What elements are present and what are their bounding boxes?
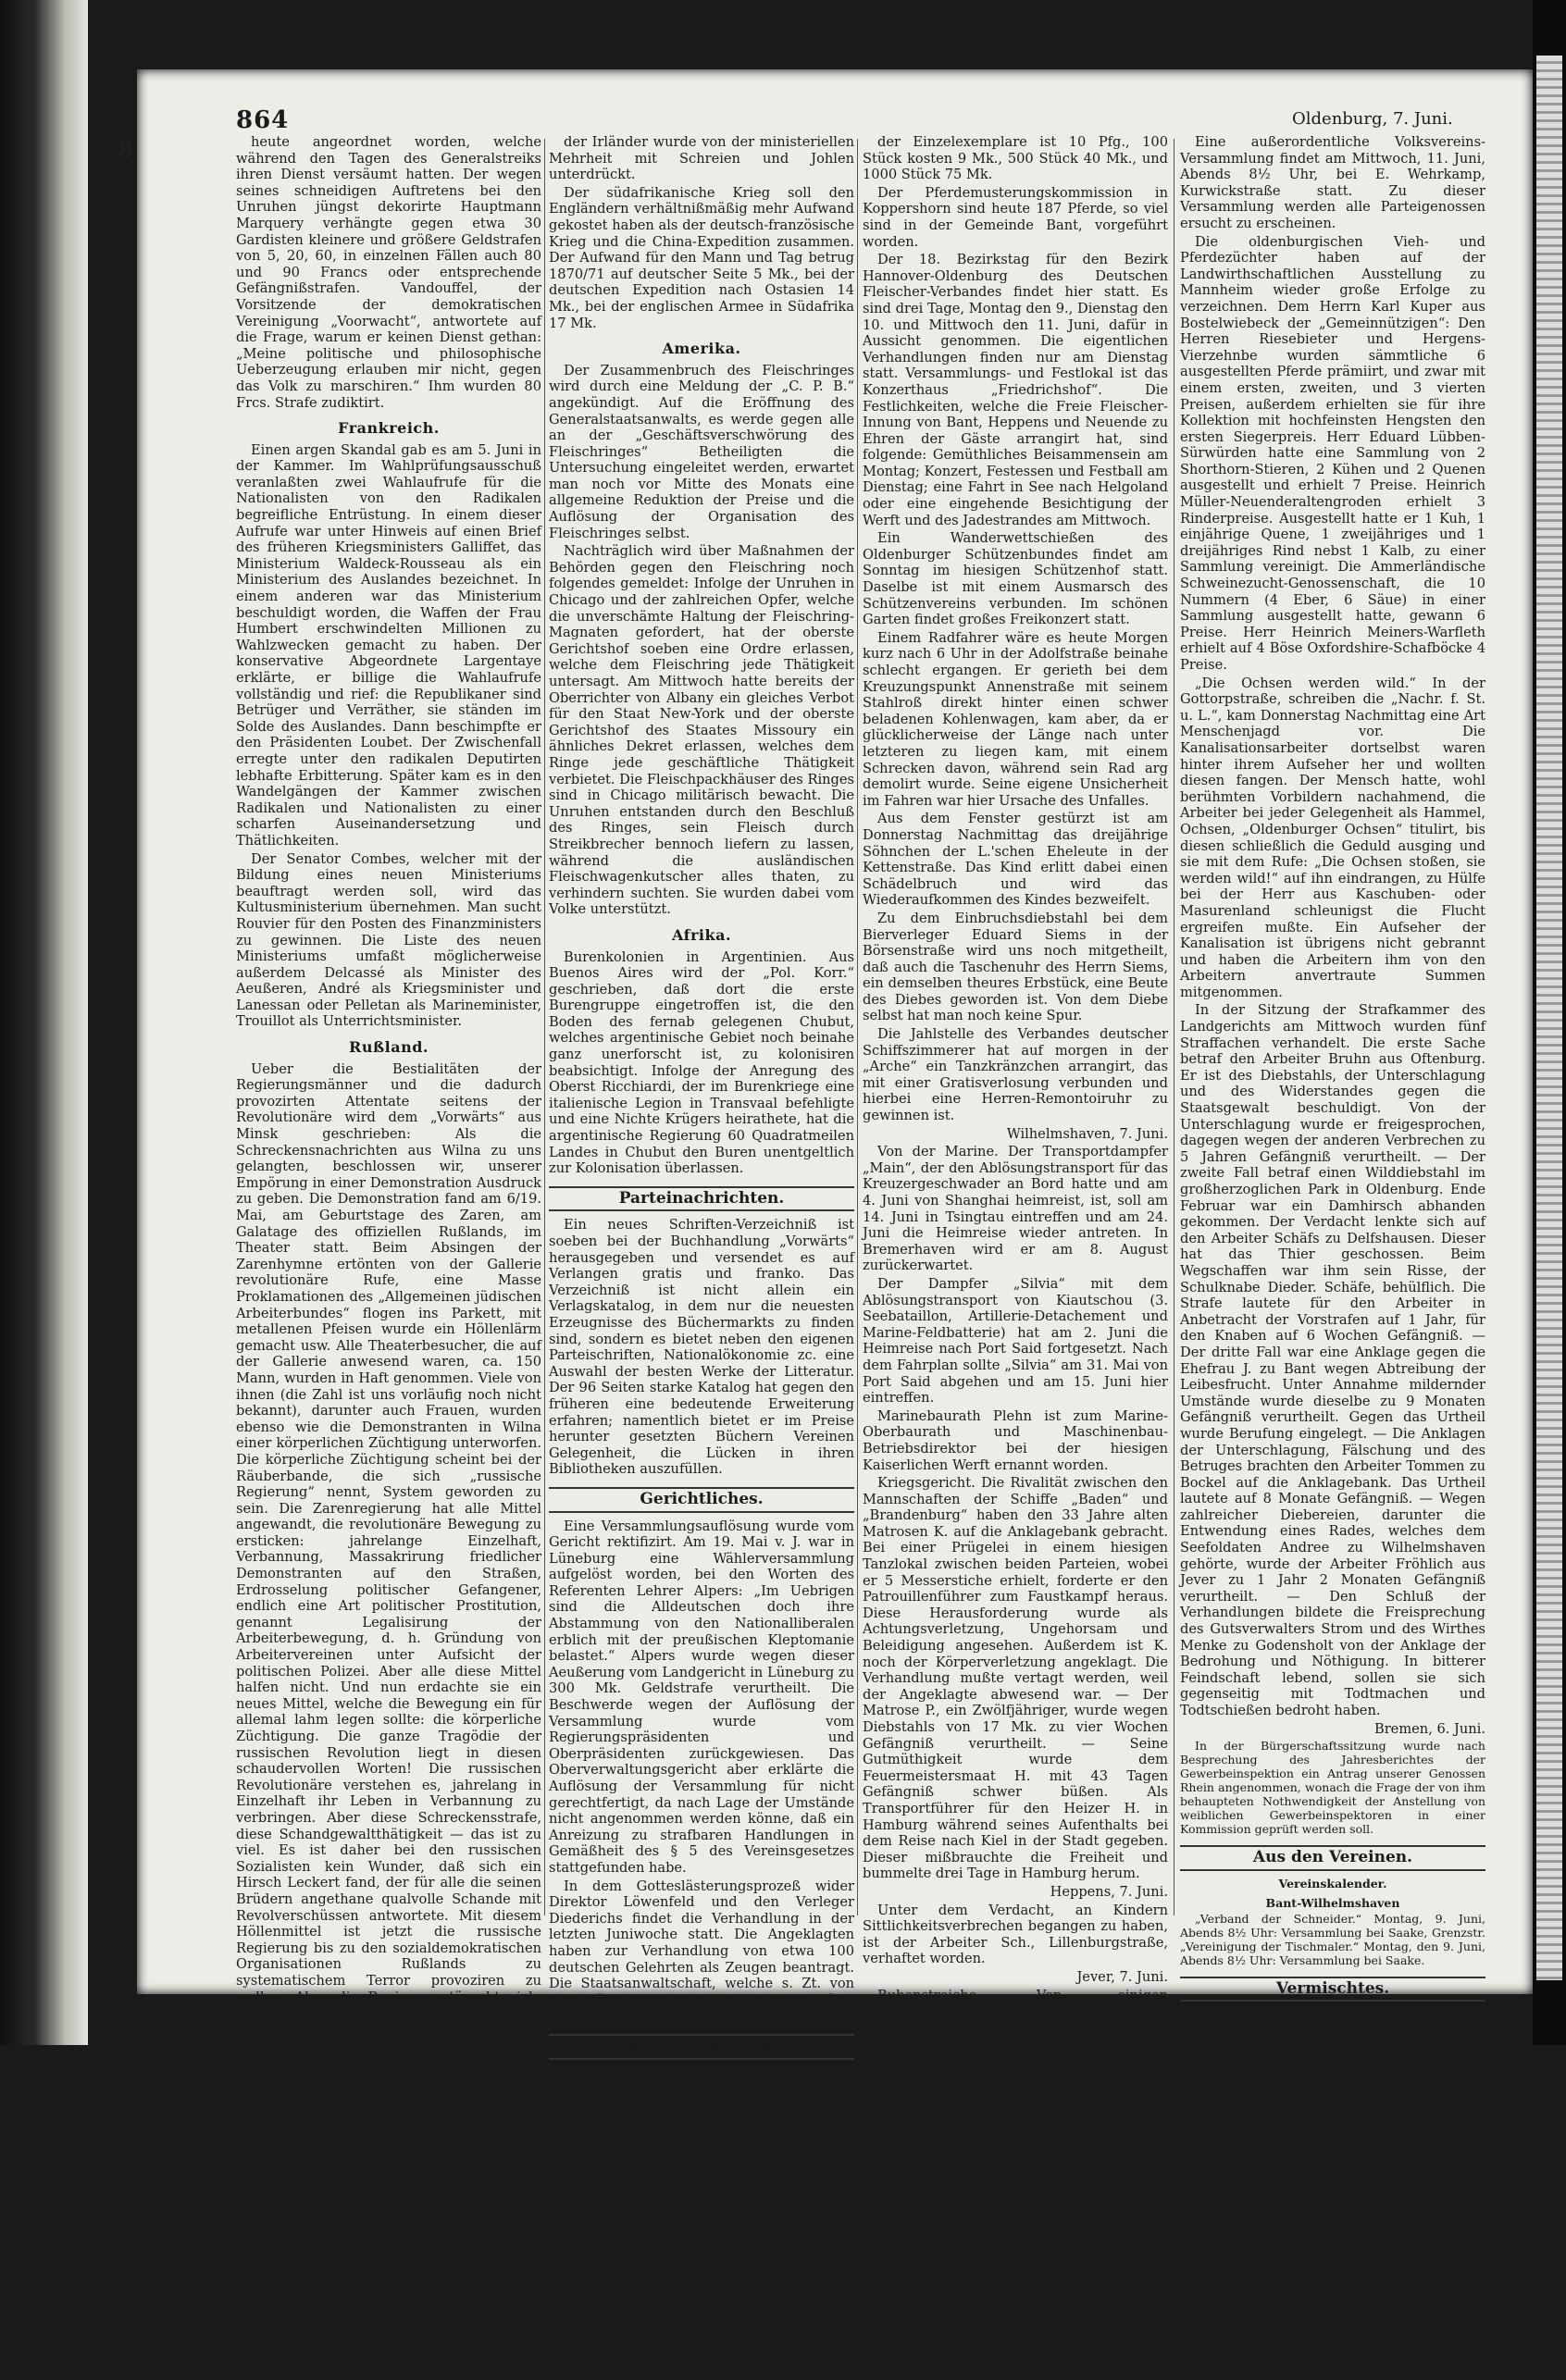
article-paragraph: Einen argen Skandal gab es am 5. Juni in der Kammer. Im Wahlprüfungsausschuß veranlaßten zwei Wahlaufrufe für die Nationalisten von den Radikalen begreifliche Entrüstung. In einem dieser Aufrufe war unter Hinweis auf einen Brief des früheren Kriegsministers Galliffet, das Ministerium Waldeck-Rousseau als ein Ministerium des Auslandes bezeichnet. In einem anderen war das Ministerium beschuldigt worden, die Waffen der Frau Humbert erschwindelten Millionen zu Wahlzwecken gemacht zu haben. Der konservative Abgeordnete Largentaye erklärte, er billige die Wahlaufrufe vollständig und rief: die Republikaner sind Betrüger und Verräther, sie ständen im Solde des Auslandes. Dann beschimpfte er den Präsidenten Loubet. Der Zwischenfall erregte unter den radikalen Deputirten lebhafte Erbitterung. Später kam es in den Wandelgängen der Kammer zwischen Radikalen und Nationalisten zu einer scharfen Auseinandersetzung und Thätlichkeiten. [236, 441, 541, 849]
boxed-heading: Gerichtliches. [549, 1487, 854, 1513]
article-paragraph: Unter dem Verdacht, an Kindern Sittlichkeitsverbrechen begangen zu haben, ist der Arbeiter Sch., Lillenburgstraße, verhaftet worden. [863, 1902, 1168, 1967]
column-4 [1180, 134, 1485, 2349]
article-paragraph: Einem Radfahrer wäre es heute Morgen kurz nach 6 Uhr in der Adolfstraße beinahe schlecht ergangen. Er gerieth bei dem Kreuzungspunkt Annenstraße mit seinem Stahlroß direkt hinter einen schwer beladenen Kohlenwagen, kam aber, da er glücklicherweise der Länge nach unter letzteren zu liegen kam, mit einem Schrecken davon, während sein Rad arg demolirt wurde. Seine eigene Unsicherheit im Fahren war hier Ursache des Unfalles. [863, 629, 1168, 809]
dateline: Jever, 7. Juni. [1076, 1968, 1168, 1985]
article-paragraph: Marinebaurath Plehn ist zum Marine-Oberbaurath und Maschinenbau-Betriebsdirektor bei der hiesigen Kaiserlichen Werft ernannt worden. [863, 1407, 1168, 1473]
article-paragraph: Aus dem Fenster gestürzt ist am Donnerstag Nachmittag das dreijährige Söhnchen der L.'schen Eheleute in der Kettenstraße. Das Kind erlitt dabei einen Schädelbruch und wird das Wiederaufkommen des Kindes bezweifelt. [863, 811, 1168, 909]
article-paragraph: Der Dampfer „Silvia“ mit dem Ablösungstransport von Kiautschou (3. Seebataillon, Artillerie-Detachement und Marine-Feldbatterie) hat am 2. Juni die Heimreise nach Port Said fortgesetzt. Nach dem Fahrplan sollte „Silvia“ am 31. Mai von Port Said abgehen und am 15. Juni hier eintreffen. [863, 1275, 1168, 1407]
margin-number: 8 [118, 137, 133, 163]
article-paragraph: Eine außerordentliche Volksvereins-Versammlung findet am Mittwoch, 11. Juni, Abends 8½ Uhr, bei E. Wehrkamp, Kurwickstraße statt. Zu dieser Versammlung werden alle Parteigenossen ersucht zu erscheinen. [1180, 134, 1485, 231]
book-spine [0, 0, 88, 2045]
article-paragraph: In der Sitzung der Strafkammer des Landgerichts am Mittwoch wurden fünf Straffachen verhandelt. Die erste Sache betraf den Arbeiter Bruhn aus Oftenburg. Er ist des Diebstahls, der Unterschlagung und des Widerstandes gegen die Staatsgewalt beschuldigt. Von der Unterschlagung wurde er freigesprochen, dagegen wegen der anderen Verbrechen zu 5 Jahren Gefängniß verurtheilt. — Der zweite Fall betraf einen Wilddiebstahl im großherzoglichen Park in Oldenburg. Ende Februar war ein Damhirsch abhanden gekommen. Der Verdacht lenkte sich auf den Arbeiter Schäfs zu Delfshausen. Dieser hat das Thier geschossen. Beim Wegschaffen war ihm sein Risse, der Schulknabe Dieder. Schäfe, behülflich. Die Strafe lautete für den Arbeiter in Anbetracht der Vorstrafen auf 1 Jahr, für den Knaben auf 6 Wochen Gefängniß. — Der dritte Fall war eine Anklage gegen die Ehefrau J. zu Bant wegen Abtreibung der Leibesfrucht. Unter Annahme mildernder Umstände wurde dieselbe zu 9 Monaten Gefängniß verurtheilt. Gegen das Urtheil wurde Berufung eingelegt. — Die Anklagen der Unterschlagung, Fälschung und des Betruges brachten den Arbeiter Tommen zu Bockel auf die Anklagebank. Das Urtheil lautete auf 8 Monate Gefängniß. — Wegen zahlreicher Diebereien, darunter die Entwendung eines Rades, welches dem Seefoldaten Andree zu Wilhelmshaven gehörte, wurde der Arbeiter Fröhlich aus Jever zu 1 Jahr 2 Monaten Gefängniß verurtheilt. — Den Schluß der Verhandlungen bildete die Freisprechung des Gutsverwalters Strom und des Wirthes Menke zu Godensholt von der Anklage der Bedrohung und Nöthigung. In bitterer Feindschaft lebend, sollen sie sich gegenseitig mit Todtmachen und Todtschießen bedroht haben. [1180, 1002, 1485, 1718]
article-paragraph: Verschüttete Arbeiter. In Feldkirchen bei München sind gestern infolge Einsturzes eines Brunnenschachtes 2 Arbeiter verschüttet worden. Obwohl die Rettungsarbeiten von Pionieren die ganze Nacht über fortgesetzt wurden, ist es nicht gelungen, bis früh 8 Uhr die beiden Verschütteten zu bergen. — Um 10 Uhr Abends gelang es den Soldaten, bis auf 90 Zentimeter an die Verschütteten heranzudringen, mit ihnen zu sprechen und ihnen durch einen Schlauch Wein und Kognak zuzuführen. Man erfuhr, daß die Unglücklichen, die über starke Schmerzen und Luftmangel klagten, zu befreien, ein weiterer Erdsturz infolge dessen kaum die beiden Arbeiter retten konnte; sie wurden nach einigen Stunden weiterer Arbeit ergab sich die Gewißheit ihres Todes. Es waren 120 Mann damit beschäftigt, die Leichen zu bergen. [1180, 2007, 1485, 2349]
section-heading: Afrika. [671, 925, 732, 944]
sub-heading: Bant-Wilhelmshaven [1265, 1895, 1400, 1910]
boxed-heading: Parteinachrichten. [549, 1186, 854, 1212]
article-paragraph: Die Krankenkassen Vorstände und Mitglieder seien hiermit darauf aufmerksam gemacht, daß das Protokoll der Krankenkassen-Konferenz, welche am 19 und 20. Mai in Hannover getagt hat, gegen Einsendung von 25 Pfennig in Briefmarken darauf sind an die Zentral-Kommission der Krankenkassen von Hannover und Umgegend, Hannover, Bäckerstr. 22, zu richten. Der Preis [549, 2214, 854, 2378]
article-paragraph: „Die Ochsen werden wild.“ In der Gottorpstraße, schreiben die „Nachr. f. St. u. L.“, kam Donnerstag Nachmittag eine Art Menschenjagd vor. Die Kanalisationsarbeiter dortselbst waren hinter ihrem Aufseher her und wollten diesen fangen. Der Mensch hatte, wohl berühmten Vorbildern nachahmend, die Arbeiter bei jeder Gelegenheit als Hammel, Ochsen, „Oldenburger Ochsen“ titulirt, bis diesen schließlich die Geduld ausging und sie mit dem Rufe: „Die Ochsen stoßen, sie werden wild!“ auf ihn eindrangen, zu Hülfe bei der Herr aus Kaschuben- oder Masurenland schleunigst die Flucht ergreifen mußte. Ein Aufseher der Kanalisation ist übrigens nicht gebrannt und haben die Arbeitern ihm von den Arbeitern anvertraute Summen mitgenommen. [1180, 675, 1485, 1000]
article-paragraph: Ein Wanderwettschießen des Oldenburger Schützenbundes findet am Sonntag im hiesigen Schützenhof statt. Daselbe ist mit einem Ausmarsch des Schützenvereins verbunden. Im schönen Garten findet großes Freikonzert statt. [863, 530, 1168, 628]
section-heading: Frankreich. [338, 419, 440, 438]
article-paragraph: Von der Marine. Der Transportdampfer „Main“, der den Ablösungstransport für das Kreuzergeschwader an Bord hatte und am 4. Juni von Shanghai heimreist, ist, soll am 14. Juni in Tsingtau eintreffen und am 24. Juni die Heimreise wieder antreten. In Bremerhaven wird er am 8. August zurückerwartet. [863, 1144, 1168, 1274]
article-paragraph: Die Jahlstelle des Verbandes deutscher Schiffszimmerer hat auf morgen in der „Arche“ ein Tanzkränzchen arrangirt, das mit einer Gratisverlosung verbunden und hierbei eine Herren-Remontoiruhr zu gewinnen ist. [863, 1026, 1168, 1124]
column-2 [549, 134, 854, 2378]
dateline-top: Oldenburg, 7. Juni. [1292, 109, 1453, 129]
article-paragraph: Der Pferdemusterungskommission in Koppershorn sind heute 187 Pferde, so viel sind in der Gemeinde Bant, vorgeführt worden. [863, 184, 1168, 250]
article-paragraph: Der Senator Combes, welcher mit der Bildung eines neuen Ministeriums beauftragt werden soll, wird das Kultusministerium übernehmen. Man sucht Rouvier für den Posten des Finanzministers zu gewinnen. Die Liste des neuen Ministeriums umfaßt möglicherweise außerdem Delcassé als Minister des Aeußeren, André als Kriegsminister und Lanessan oder Pelletan als Marineminister, Trouillot als Unterrichtsminister. [236, 850, 541, 1030]
article-paragraph: der Irländer wurde von der ministeriellen Mehrheit mit Schreien und Johlen unterdrückt. [549, 134, 854, 183]
article-paragraph: Burenkolonien in Argentinien. Aus Buenos Aires wird der „Pol. Korr.“ geschrieben, daß dort die erste Burengruppe eingetroffen ist, die den Boden des fernab gelegenen Chubut, welches argentinische Gebiet noch beinahe ganz unerforscht ist, zu kolonisiren beabsichtigt. Infolge der Anregung des Oberst Ricchiardi, der im Burenkriege eine italienische Legion in Transvaal befehligte und eine Nichte Krügers heirathete, hat die argentinische Regierung 60 Quadratmeilen Landes in Chubut den Buren unentgeltlich zur Kolonisation überlassen. [549, 948, 854, 1177]
dateline: Heppens, 7. Juni. [1050, 1883, 1168, 1900]
column-3 [863, 134, 1168, 2284]
article-paragraph: Der Zusammenbruch des Fleischringes wird durch eine Meldung der „C. P. B.“ angekündigt. Auf die Eröffnung des Generalstaatsanwalts, es werde gegen alle an der „Geschäftsverschwörung des Fleischringes“ Betheiligten die Untersuchung eingeleitet werden, erwartet man noch vor Mitte des Monats eine allgemeine Reduktion der Preise und die Auflösung der Organisation des Fleischringes selbst. [549, 362, 854, 541]
article-paragraph: In der Bürgerschaftssitzung wurde nach Besprechung des Jahresberichtes der Gewerbeinspektion ein Antrag unserer Genossen Rhein angenommen, wonach die Frage der von ihm behaupteten Nothwendigkeit der Anstellung von weiblichen Gewerbeinspektoren in einer Kommission geprüft werden soll. [1180, 1739, 1485, 1837]
article-paragraph: Der Ortsbestellbezirk des Postamtes Bant wird die gewünschte Erweiterung, so daß er sich mit den Grenzen der politischen Gemeinde deckt, erhalten. Vom 1. Oktober nämlich sollen die vom Postamt Wilhelmshaven aus bestellt werden, dem Ortsbestellbezirk des Postamtes Bant zugetheilt werden. [549, 2083, 854, 2213]
column-rule [857, 139, 858, 1915]
dateline: Wilhelmshaven, 7. Juni. [1006, 1125, 1168, 1142]
boxed-heading: Vermischtes. [1180, 1977, 1485, 2002]
article-paragraph: „Verband der Schneider.“ Montag, 9. Juni, Abends 8½ Uhr: Versammlung bei Saake, Grenzstr. „Vereinigung der Tischmaler.“ Montag, den 9. Juni, Abends 8½ Uhr: Versammlung bei Saake. [1180, 1911, 1485, 1967]
section-heading: Amerika. [662, 340, 741, 358]
page-number: 864 [236, 106, 290, 134]
article-paragraph: In dem Gotteslästerungsprozeß wider Direktor Löwenfeld und den Verleger Diederichs findet die Verhandlung in der letzten Juniwoche statt. Die Angeklagten haben zur Verhandlung von etwa 100 deutschen Gelehrten als Zeugen beantragt. Die Staatsanwaltschaft, welche s. Zt. von der „Tägl. Rundschau“ aus Leipzig, hätte die Einstellung des Verfahrens abgelehnt. [549, 1878, 854, 2025]
sub-heading: Vereinskalender. [1278, 1876, 1387, 1890]
article-paragraph: Die Dotation für Kitchener wurde vom Unter- und Oberhause angenommen. Der Widerspruch [236, 2331, 541, 2380]
section-heading: Rußland. [349, 1038, 429, 1057]
dateline: Bremen, 6. Juni. [1373, 1720, 1485, 1737]
column-1 [236, 134, 541, 2380]
article-paragraph: der Einzelexemplare ist 10 Pfg., 100 Stück kosten 9 Mk., 500 Stück 40 Mk., und 1000 Stück 75 Mk. [863, 134, 1168, 183]
article-paragraph: Ein neues Schriften-Verzeichniß ist soeben bei der Buchhandlung „Vorwärts“ herausgegeben und versendet es auf Verlangen gratis und franko. Das Verzeichniß ist nicht allein ein Verlagskatalog, in dem nur die neuesten Erzeugnisse des Büchermarkts zu finden sind, sondern es bietet neben den eigenen Parteischriften, Nationalökonomie zc. eine Auswahl der besten Werke der Litteratur. Der 96 Seiten starke Katalog hat gegen den früheren eine bedeutende Erweiterung erfahren; namentlich bietet er im Preise herunter gesetzten Büchern Vereinen Gelegenheit, die Lücken in ihren Bibliotheken auszufüllen. [549, 1217, 854, 1478]
article-paragraph: Das Gewerkschaftsfest, das mit bei Volksfesten üblichen Arrangements verbunden ist, findet am morgigen Sonntag statt. Dabei ist auch Gelegenheit geboten, Waldluft zu athmen und sich an der voll entwickelten Vegetation in Wald und Feld zu ergötzen. [863, 2170, 1168, 2284]
article-paragraph: Eine Versammlungsauflösung wurde vom Gericht rektifizirt. Am 19. Mai v. J. war in Lüneburg eine Wählerversammlung aufgelöst worden, bei den Worten des Referenten Lehrer Alpers: „Im Uebrigen sind die Alldeutschen doch ihre Abstammung von den Nationalliberalen erblich mit der preußischen Kleptomanie belastet.“ Alpers wurde wegen dieser Aeußerung vom Landgericht in Lüneburg zu 300 Mk. Geldstrafe verurtheilt. Die Beschwerde wegen der Auflösung der Versammlung wurde vom Regierungspräsidenten und Oberpräsidenten zurückgewiesen. Das Oberverwaltungsgericht aber erklärte die Auflösung der Versammlung für nicht gerechtfertigt, da nach Lage der Umstände nicht angenommen werden könne, daß ein Anreizung zu strafbaren Handlungen in Gemäßheit des § 5 des Vereinsgesetzes stattgefunden habe. [549, 1518, 854, 1876]
boxed-heading: Aus den Vereinen. [1180, 1845, 1485, 1871]
section-heading: England. [350, 2308, 428, 2326]
dateline: Bant, 7. Juni. [764, 2064, 854, 2081]
article-paragraph: Bubenstreiche. Von einigen Straßenlaternen der Schloßerstraße sind von unbekannter Hand die Birnen entfernt und in der Nähe des Bahnhofs auch die Leitung beschädigt worden. Es ist zu bedauern, daß die Uebelthäter, die so schändlich gegen die Allgemeinheit vergeht, noch nicht ermittelt sind. Hoffentlich gelingt es, sie noch ermittelt worden. [863, 1987, 1168, 2150]
article-paragraph: Merkwürdige Gerüchte gehen immer wieder bezüglich des Studenten um, der den russischen Minister des Innern erschossen hat. Nach Mittheilungen, die aus Petersburg in Lemberg einliefen, soll der Mörder Ssipjagins bisher noch nicht verurtheilt worden sein, sondern sich in freier Haft befinden. Alle Meldungen von dessen Verurtheilung und Hinrichtung seien Erfindungen der Polizei. [236, 2137, 541, 2300]
article-paragraph: Nachträglich wird über Maßnahmen der Behörden gegen den Fleischring noch folgendes gemeldet: Infolge der Unruhen in Chicago und der zahlreichen Opfer, welche die unverschämte Haltung der Fleischring-Magnaten gefordert, hat der oberste Gerichtshof soeben eine Ordre erlassen, welche dem Fleischring jede Thätigkeit untersagt. Am Mittwoch hatte bereits der Oberrichter von Albany ein gleiches Verbot für den Staat New-York und der oberste Gerichtshof des Staates Missoury ein ähnliches Dekret erlassen, welches dem Ringe jede geschäftliche Thätigkeit verbietet. Die Fleischpackhäuser des Ringes sind in Chicago militärisch bewacht. Die Unruhen entstanden durch den Beschluß des Ringes, sein Fleisch durch Streikbrecher bennoch liefern zu lassen, während die ausländischen Fleischwagenkutscher alles thaten, zu verhindern suchten. Sie wurden dabei vom Volke unterstützt. [549, 543, 854, 918]
article-paragraph: Die oldenburgischen Vieh- und Pferdezüchter haben auf der Landwirthschaftlichen Ausstellung zu Mannheim wieder große Erfolge zu verzeichnen. Dem Herrn Karl Kuper aus Bostelwiebeck der „Gemeinnützigen“: Den Herren Riesebieter und Hergens-Vierzehnbe wurden sämmtliche 6 ausgestellten Pferde prämiirt, und zwar mit einem ersten, zweiten, und 3 vierten Preisen, außerdem erhielten sie für ihre Kollektion mit hochfeinsten Hengsten den ersten Siegerpreis. Herr Eduard Lübben-Sürwürden hatte eine Sammlung von 2 Shorthorn-Stieren, 2 Kühen und 2 Quenen ausgestellt und erhielt 7 Preise. Heinrich Müller-Neuenderaltengroden erhielt 3 Rinderpreise. Ausgestellt hatte er 1 Kuh, 1 einjährige Quene, 1 zweijähriges und 1 dreijähriges Rind nebst 1 Kalb, zu einer Sammlung vereinigt. Die Ammerländische Schweinezucht-Genossenschaft, die 10 Nummern (4 Eber, 6 Säue) in einer Sammlung ausgestellt hatte, gewann 6 Preise. Herr Heinrich Meiners-Warfleth erhielt auf 4 Böse Oxfordshire-Schafböcke 4 Preise. [1180, 233, 1485, 673]
article-paragraph: Der 18. Bezirkstag für den Bezirk Hannover-Oldenburg des Deutschen Fleischer-Verbandes findet hier statt. Es sind drei Tage, Montag den 9., Dienstag den 10. und Mittwoch den 11. Juni, dafür in Aussicht genommen. Die eigentlichen Verhandlungen finden nur am Dienstag statt. Versammlungs- und Festlokal ist das Konzerthaus „Friedrichshof“. Die Festlichkeiten, welche die Freie Fleischer-Innung von Bant, Heppens und Neuende zu Ehren der Gäste arrangirt hat, sind folgende: Gemüthliches Beisammensein am Montag; Konzert, Festessen und Festball am Dienstag; eine Fahrt in See nach Helgoland oder eine eingehende Besichtigung der Werft und des Jadestrandes am Mittwoch. [863, 252, 1168, 528]
article-paragraph: Kriegsgericht. Die Rivalität zwischen den Mannschaften der Schiffe „Baden“ und „Brandenburg“ haben den 33 Jahre alten Matrosen K. auf die Anklagebank gebracht. Bei einer Prügelei in einem hiesigen Tanzlokal zwischen beiden Parteien, wobei er 5 Messerstiche erhielt, forderte er den Patrouillenführer zum Faustkampf heraus. Diese Herausforderung wurde als Achtungsverletzung, Ungehorsam und Beleidigung angesehen. Außerdem ist K. noch der Körperverletzung angeklagt. Die Verhandlung mußte vertagt werden, weil der Angeklagte abwesend war. — Der Matrose P., ein Zwölfjähriger, wurde wegen Diebstahls von 17 Mk. zu vier Wochen Gefängniß verurtheilt. — Seine Gutmüthigkeit wurde dem Feuermeistersmaat H. mit 43 Tagen Gefängniß schwer büßen. Als Transportführer für den Heizer H. in Hamburg während seines Aufenthalts bei dem Reise nach Kiel in der Stadt gegeben. Dieser mißbrauchte die Freiheit und bummelte drei Tage in Hamburg herum. [863, 1475, 1168, 1882]
page-edge [1533, 0, 1566, 2045]
dateline: Barel, 7. Juni. [1074, 2151, 1168, 2168]
article-paragraph: heute angeordnet worden, welche während den Tagen des Generalstreiks ihren Dienst versäumt hatten. Der wegen seines schneidigen Auftretens bei den Unruhen jüngst dekorirte Hauptmann Marquery verhängte gegen etwa 30 Gardisten kleinere und größere Geldstrafen von 5, 20, 60, in einzelnen Fällen auch 80 und 90 Francs oder entsprechende Gefängnißstrafen. Vandouffel, der Vorsitzende der demokratischen Vereinigung „Voorwacht“, antwortete auf die Frage, warum er keinen Dienst gethan: „Meine politische und philosophische Ueberzeugung erlauben mir nicht, gegen das Volk zu marschiren.“ Ihm wurden 80 Frcs. Strafe zudiktirt. [236, 134, 541, 411]
boxed-heading: Aus Stadt und Land. [549, 2034, 854, 2060]
column-rule [544, 139, 545, 1915]
article-paragraph: Ueber die Bestialitäten der Regierungsmänner und die dadurch provozirten Attentate seitens der Revolutionäre wird dem „Vorwärts“ aus Minsk geschrieben: Als die Schreckensnachrichten aus Wilna zu uns gelangten, beschlossen wir, unserer Empörung in einer Demonstration Ausdruck zu geben. Die Demonstration fand am 6/19. Mai, am Geburtstage des Zaren, am Galatage des offiziellen Rußlands, im Theater statt. Beim Absingen der Zarenhymne ertönten von der Gallerie revolutionäre Rufe, eine Masse Proklamationen des „Allgemeinen jüdischen Arbeiterbundes“ flogen ins Parkett, mit metallenen Pfeisen wurde ein Höllenlärm gemacht usw. Alle Theaterbesucher, die auf der Gallerie anwesend waren, ca. 150 Mann, wurden in Haft genommen. Viele von ihnen (die Zahl ist uns vorläufig noch nicht bekannt), darunter auch Frauen, wurden ebenso wie die Demonstranten in Wilna einer körperlichen Züchtigung unterworfen. Die körperliche Züchtigung scheint bei der Räuberbande, die sich „russische Regierung“ nennt, System geworden zu sein. Die Zarenregierung hat alle Mittel angewandt, die revolutionäre Bewegung zu ersticken: jahrelange Einzelhaft, Verbannung, Massakrirung friedlicher Demonstranten auf den Straßen, Erdrosselung politischer Gefangener, endlich eine Art politischer Prostitution, genannt Legalisirung der Arbeiterbewegung, d. h. Gründung von Arbeitervereinen unter Aufsicht der politischen Polizei. Aber alle diese Mittel halfen nicht. Und nun erdachte sie ein neues Mittel, welche die Bewegung ein für allemal lahm legen sollte: die körperliche Züchtigung. Die ganze Tragödie der russischen Revolution liegt in diesen schaudervollen Worten! Die russischen Revolutionäre verstehen es, jahrelang in Einzelhaft ihr Leben in Verbannung zu verbringen. Aber diese Schreckensstrafe, diese Schandgewaltthätigkeit — das ist zu viel. Es ist daher bei den russischen Sozialisten kein Wunder, daß sich ein Hirsch Leckert fand, der für alle die seinen Brüdern angethane qualvolle Schande mit Revolverschüssen antwortete. Mit diesem Höllenmittel ist jetzt die russische Regierung bis zu den sozialdemokratischen Organisationen Rußlands zu systematischem Terror provoziren zu wollen. Aber die Regierung täuscht sich. Ebenso wie die Bewegung sich durch kein Mittel in der Welt zurückhalten lassen wird, wird sie auch ferner diejenigen Formen annehmen, die sich bei der jetzigen Lage als zweckmäßigsten erweisen werden, und das sind im Gegensatz zum Revolver, zum Dolch und zum Dynamit, unzweifelhaft zum Fall des Absolutismus führen werden. [236, 1060, 541, 2136]
article-paragraph: Der südafrikanische Krieg soll den Engländern verhältnißmäßig mehr Aufwand gekostet haben als der deutsch-französische Krieg und die China-Expedition zusammen. Der Aufwand für den Mann und Tag betrug 1870/71 auf deutscher Seite 5 Mk., bei der deutschen Expedition nach Ostasien 14 Mk., bei der englischen Armee in Südafrika 17 Mk. [549, 184, 854, 331]
article-paragraph: Zu dem Einbruchsdiebstahl bei dem Bierverleger Eduard Siems in der Börsenstraße wird uns noch mitgetheilt, daß auch die Taschenuhr des Herrn Siems, ein demselben theures Erbstück, eine Beute des Diebes geworden ist. Von dem Diebe selbst hat man noch keine Spur. [863, 910, 1168, 1024]
